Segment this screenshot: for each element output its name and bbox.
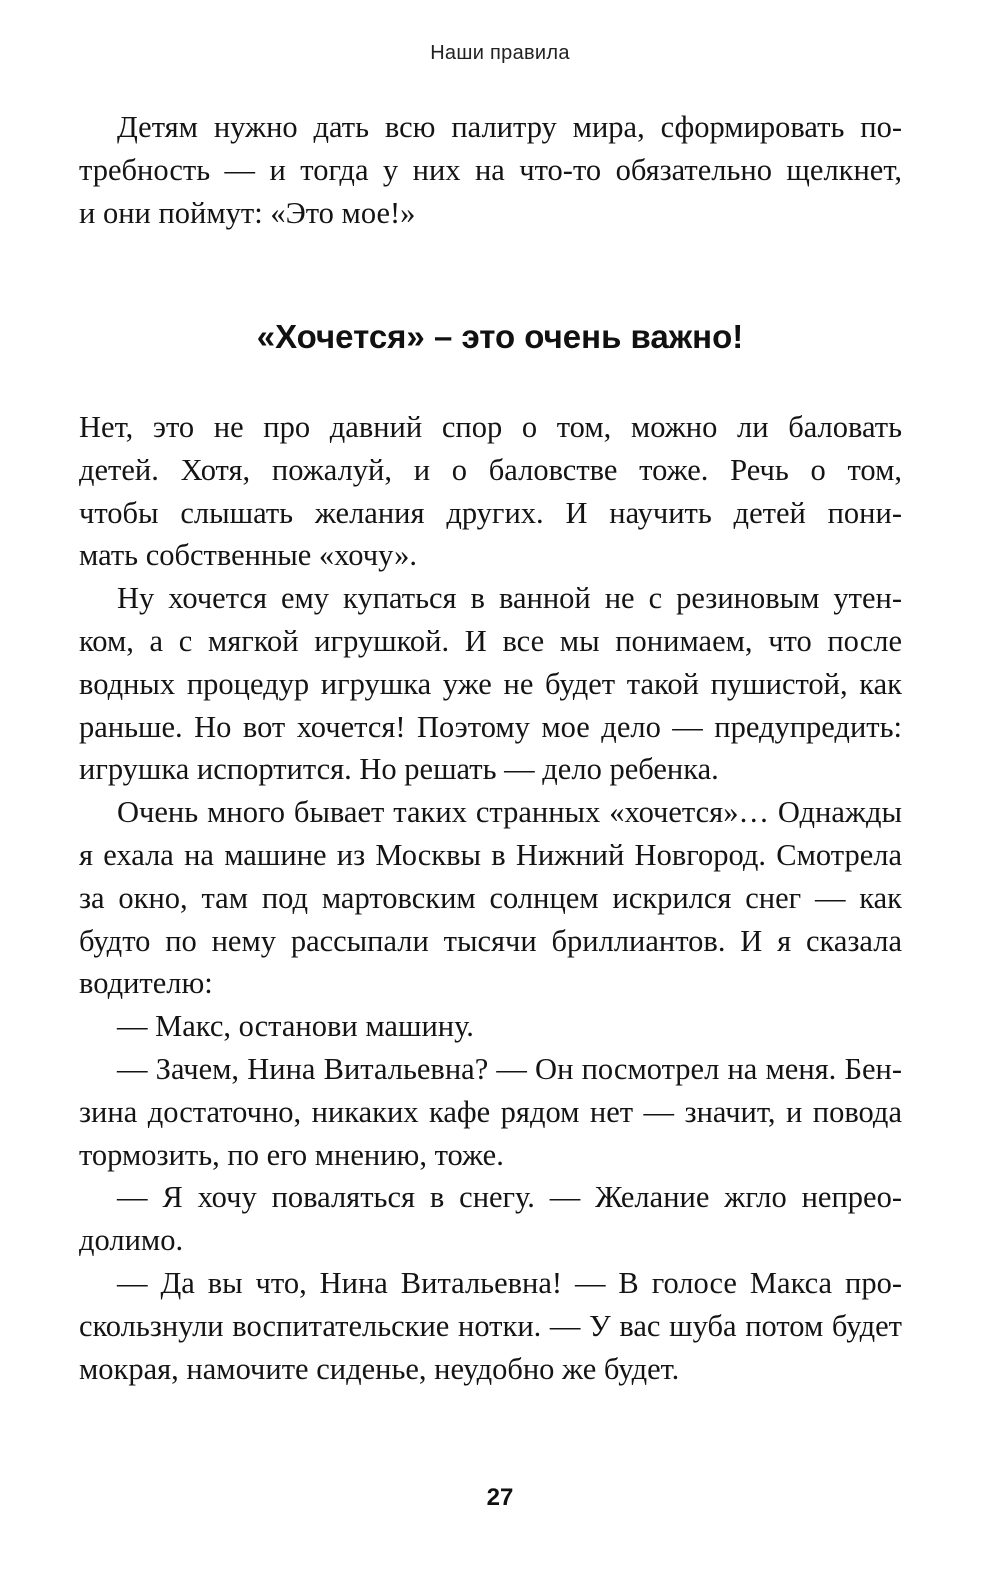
text-line: Нет, это не про давний спор о том, можно ли баловать xyxy=(79,410,902,444)
text-line: игрушка испортится. Но решать — дело ребенка. xyxy=(79,752,719,787)
text-line: — Зачем, Нина Витальевна? — Он посмотрел на меня. Бен- xyxy=(117,1051,902,1086)
text-line: мать собственные «хочу». xyxy=(79,538,417,573)
page-number: 27 xyxy=(486,1484,514,1511)
text-line: я ехала на машине из Москвы в Нижний Новгород. Смотрела xyxy=(79,837,902,872)
text-line: — Макс, останови машину. xyxy=(117,1009,474,1044)
intro-paragraph xyxy=(79,106,902,234)
text-line: — Я хочу поваляться в снегу. — Желание жгло непрео- xyxy=(117,1180,902,1215)
text-line: требность — и тогда у них на что-то обязательно щелкнет, xyxy=(79,152,902,187)
text-line: раньше. Но вот хочется! Поэтому мое дело — предупредить: xyxy=(79,709,902,744)
text-line: Детям нужно дать всю палитру мира, сформировать по- xyxy=(117,110,902,144)
text-line: и они поймут: «Это мое!» xyxy=(79,195,416,230)
text-line: мокрая, намочите сиденье, неудобно же будет. xyxy=(79,1351,680,1386)
text-line: за окно, там под мартовским солнцем искрился снег — как xyxy=(79,880,902,915)
text-line: ком, а с мягкой игрушкой. И все мы понимаем, что после xyxy=(79,623,902,658)
text-line: скользнули воспитательские нотки. — У вас шуба потом будет xyxy=(79,1308,902,1343)
section-heading: «Хочется» – это очень важно! xyxy=(256,318,744,355)
text-line: долимо. xyxy=(79,1223,184,1258)
text-line: водных процедур игрушка уже не будет такой пушистой, как xyxy=(79,666,902,701)
text-line: чтобы слышать желания других. И научить детей пони- xyxy=(79,495,902,530)
text-line: — Да вы что, Нина Витальевна! — В голосе Макса про- xyxy=(117,1265,902,1300)
text-line: Очень много бывает таких странных «хочется»… Однажды xyxy=(117,795,902,830)
body-text xyxy=(79,406,902,1390)
text-line: будто по нему рассыпали тысячи бриллиантов. И я сказала xyxy=(79,923,902,958)
text-line: тормозить, по его мнению, тоже. xyxy=(79,1137,504,1172)
running-head: Наши правила xyxy=(430,42,570,64)
text-line: детей. Хотя, пожалуй, и о баловстве тоже. Речь о том, xyxy=(79,452,902,487)
text-line: водителю: xyxy=(79,966,213,1001)
text-line: зина достаточно, никаких кафе рядом нет — значит, и повода xyxy=(79,1094,902,1129)
text-line: Ну хочется ему купаться в ванной не с резиновым утен- xyxy=(117,581,902,616)
